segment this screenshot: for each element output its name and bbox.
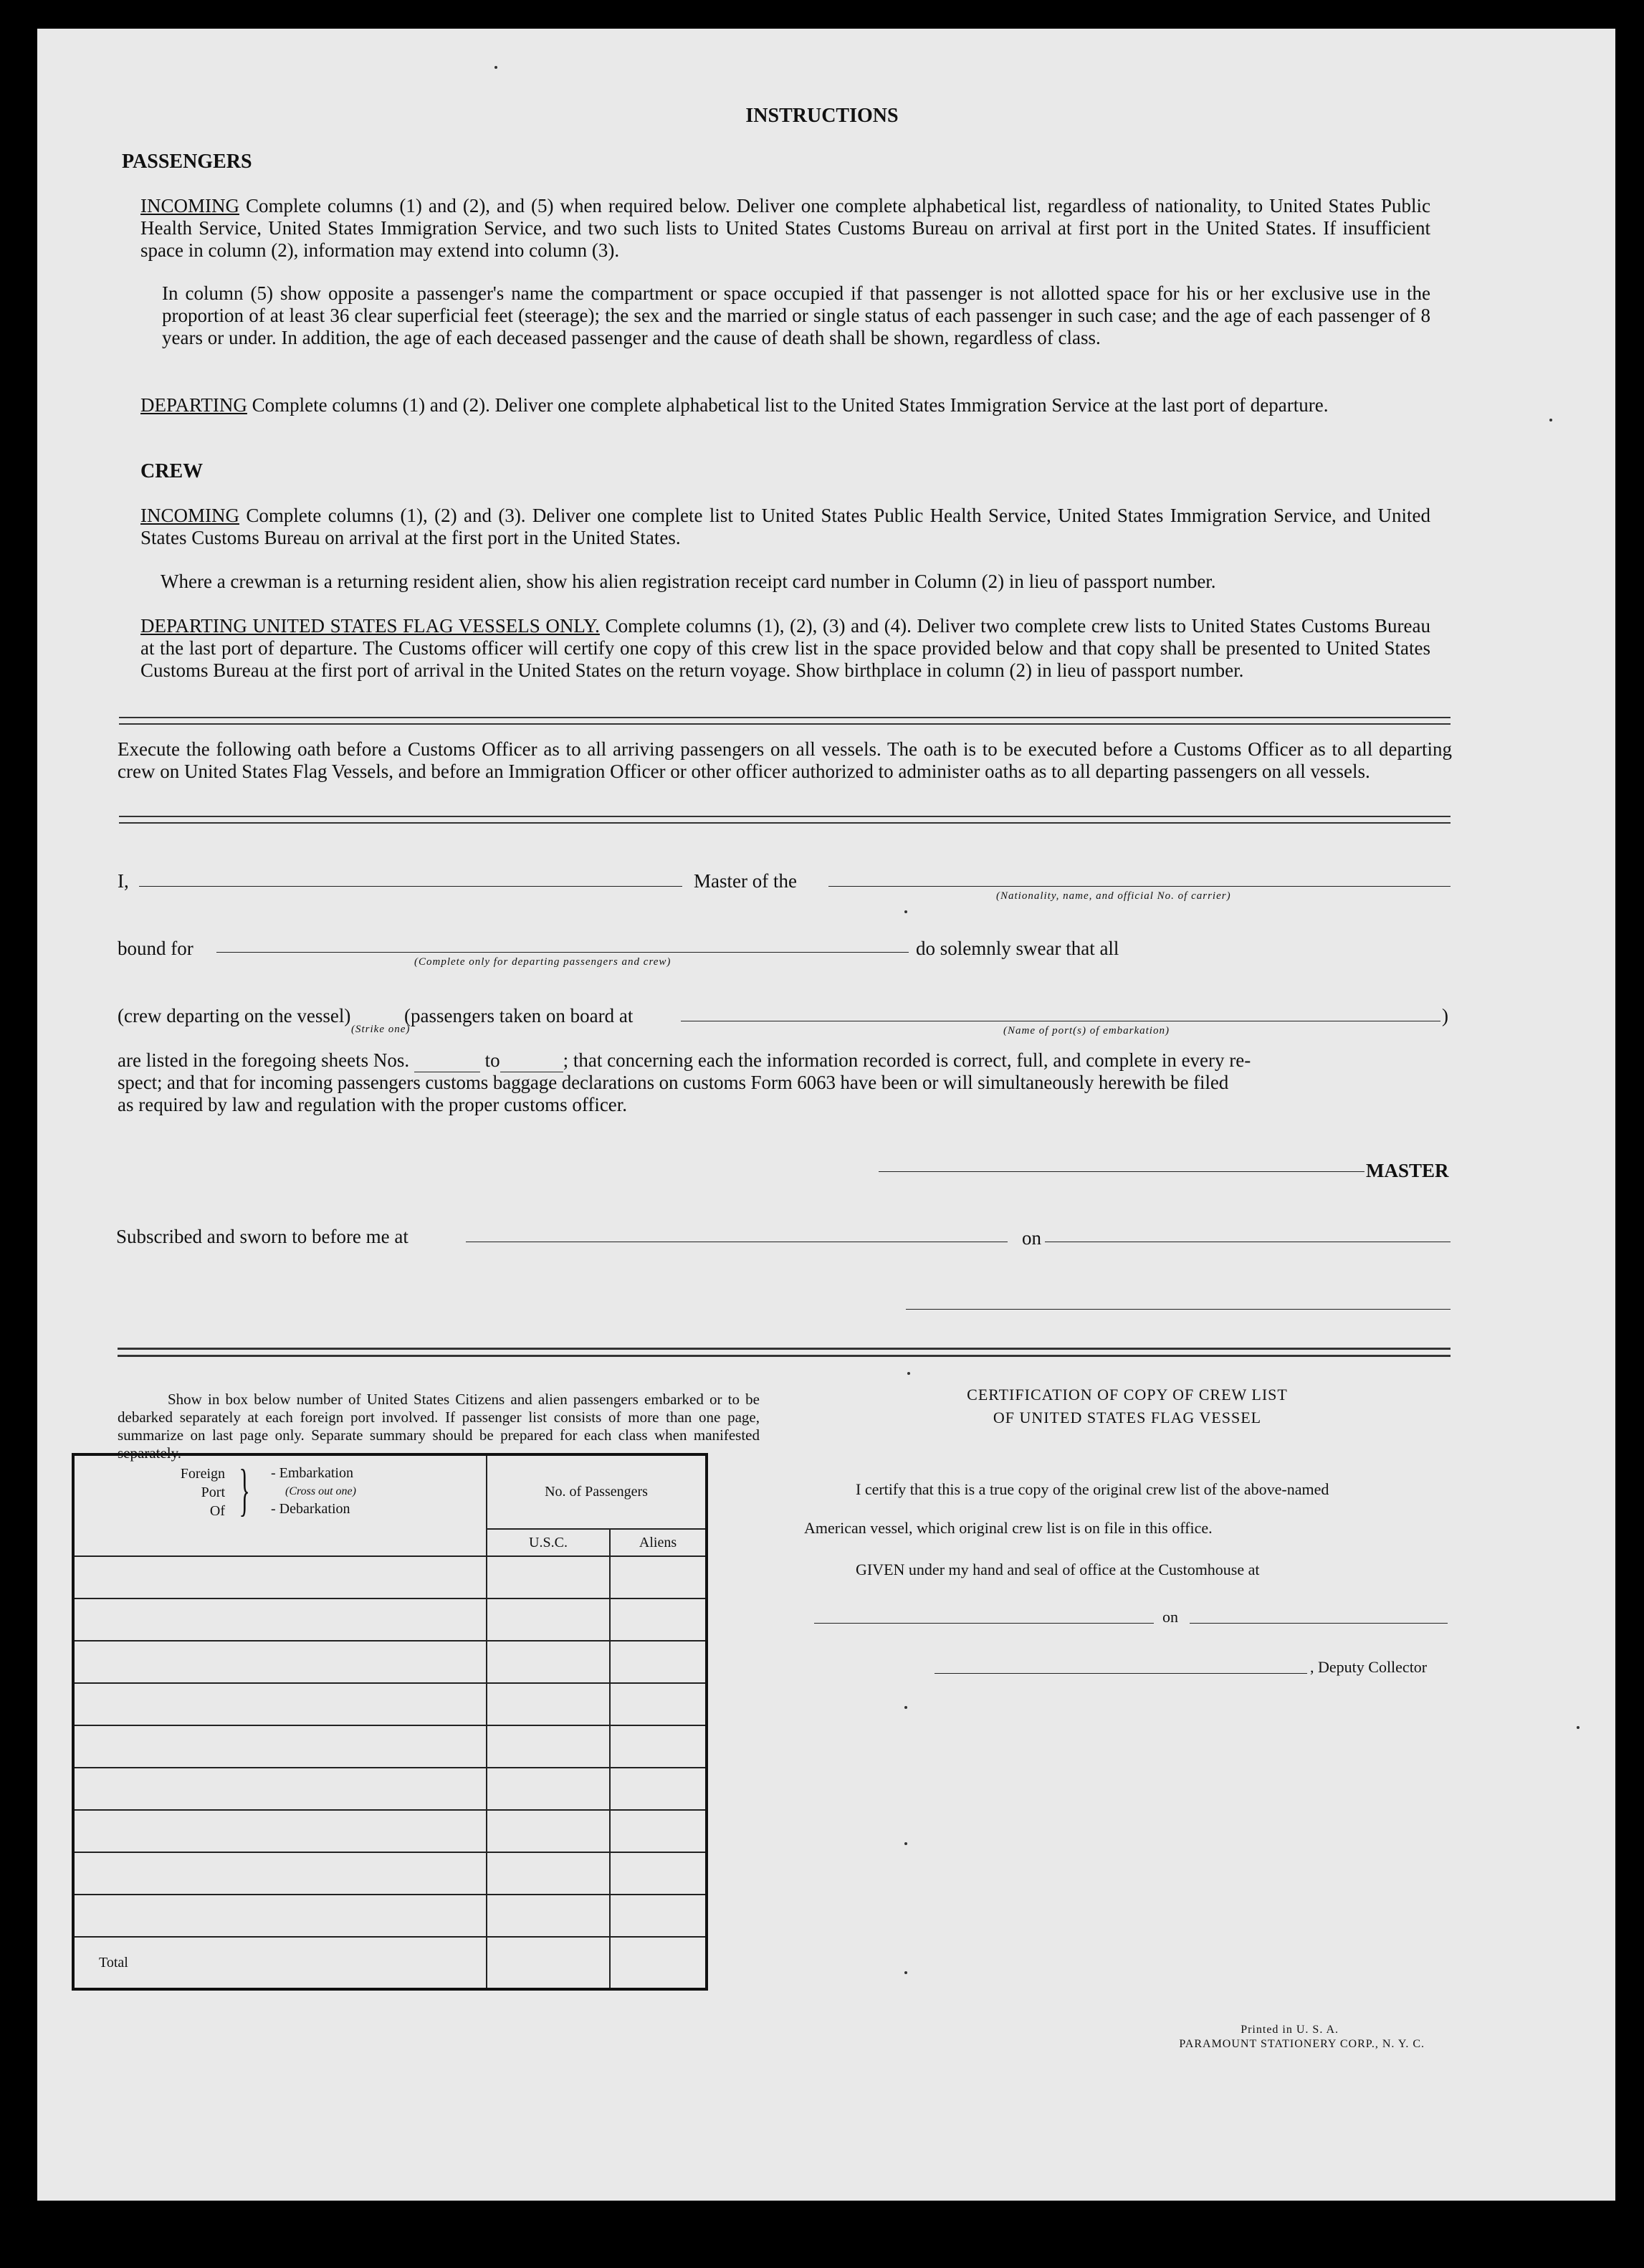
total-aliens-cell[interactable] [610,1937,707,1989]
aliens-cell[interactable] [610,1598,707,1641]
bound-for-label: bound for [118,938,193,959]
brace-icon: } [239,1459,250,1522]
aliens-cell[interactable] [610,1641,707,1683]
crew-departing-paragraph [140,615,1430,682]
crew-departing-option: (crew departing on the vessel) [118,1005,351,1026]
aliens-cell[interactable] [610,1725,707,1768]
close-paren: ) [1442,1005,1448,1026]
crew-heading: CREW [140,460,204,482]
section-divider [119,816,1451,824]
port-cell[interactable] [73,1810,487,1852]
subscribed-label: Subscribed and sworn to before me at [116,1226,408,1247]
scan-speck [904,1971,907,1974]
deputy-collector-signature-field[interactable] [935,1673,1307,1674]
scan-speck [1577,1726,1580,1729]
aliens-cell[interactable] [610,1556,707,1598]
table-row [73,1725,707,1768]
usc-header: U.S.C. [487,1529,610,1556]
bound-for-caption: (Complete only for departing passengers and crew) [414,956,672,968]
usc-cell[interactable] [487,1895,610,1937]
of-label: Of [209,1503,225,1519]
port-cell[interactable] [73,1683,487,1725]
usc-cell[interactable] [487,1768,610,1810]
crew-incoming-label: INCOMING [140,505,239,526]
subscribed-on-label: on [1022,1227,1041,1249]
certification-title-line-1: CERTIFICATION OF COPY OF CREW LIST [967,1386,1288,1404]
scan-speck [907,1372,910,1375]
port-cell[interactable] [73,1768,487,1810]
summary-instructions: Show in box below number of United States Citizens and alien passengers embarked or to be debarked separately at each foreign port involved. If passenger list consists of more than one page, summarize on last page only. Separate summary should be prepared for each class when manifested separately. [118,1391,760,1462]
usc-cell[interactable] [487,1556,610,1598]
aliens-cell[interactable] [610,1683,707,1725]
passengers-column5-paragraph: In column (5) show opposite a passenger's name the compartment or space occupied if that passenger is not allotted space for his or her exclusive use in the proportion of at least 36 clear superficial feet (steerage); the sex and the married or single status of each passenger in such case; and the age of each passenger of 8 years or under. In addition, the age of each deceased passenger and the cause of death shall be shown, regardless of class. [162,282,1430,348]
given-text: GIVEN under my hand and seal of office at the Customhouse at [856,1561,1260,1578]
port-label: Port [201,1485,225,1500]
port-cell[interactable] [73,1556,487,1598]
passengers-incoming-paragraph [140,195,1430,262]
table-row [73,1556,707,1598]
crew-resident-paragraph: Where a crewman is a returning resident alien, show his alien registration receipt card number in Column (2) in lieu of passport number. [161,571,1216,592]
foreign-label: Foreign [180,1466,225,1482]
printer-imprint [1118,2023,1425,2052]
master-name-field[interactable] [139,886,682,887]
scan-speck [494,66,497,69]
aliens-cell[interactable] [610,1895,707,1937]
certification-on-label: on [1162,1608,1178,1626]
passengers-incoming-label: INCOMING [140,195,239,216]
crew-incoming-paragraph [140,505,1430,549]
carrier-field[interactable] [828,886,1451,887]
certify-text: I certify that this is a true copy of the original crew list of the above-named [856,1480,1329,1498]
passengers-departing-paragraph [140,394,1430,416]
crew-incoming-text: Complete columns (1), (2) and (3). Deliver one complete list to United States Public Health Service, United States Immigration Service, and United States Customs Bureau on arrival at the first port in the United States. [140,505,1430,548]
master-label: MASTER [1366,1160,1449,1181]
table-row [73,1810,707,1852]
port-header-cell [73,1454,487,1556]
debarkation-option[interactable]: - Debarkation [271,1501,350,1517]
scan-speck [904,1842,907,1845]
deputy-collector-label: , Deputy Collector [1310,1658,1428,1676]
port-cell[interactable] [73,1725,487,1768]
solemnly-swear-text: do solemnly swear that all [916,938,1119,959]
port-caption: (Name of port(s) of embarkation) [1003,1025,1170,1037]
total-row [73,1937,707,1989]
table-row [73,1768,707,1810]
aliens-cell[interactable] [610,1852,707,1895]
listed-to: to [484,1049,500,1071]
foreign-port-of-labels [146,1464,225,1520]
sheet-from-field[interactable] [414,1049,480,1072]
crew-departing-text: Complete columns (1), (2), (3) and (4). Deliver two complete crew lists to United States Customs Bureau at the last port of departure. The Customs officer will certify one copy of this crew list in the space provided below and that copy shall be presented to United States Customs Bureau at the first port of arrival in the United States on the return voyage. Show birthplace in column (2) in lieu of passport number. [140,615,1431,681]
american-vessel-text: American vessel, which original crew list is on file in this office. [804,1519,1213,1537]
passenger-summary-table [72,1453,708,1991]
table-row [73,1683,707,1725]
usc-cell[interactable] [487,1641,610,1683]
passengers-incoming-text: Complete columns (1) and (2), and (5) when required below. Deliver one complete alphabetical list, regardless of nationality, to United States Public Health Service, United States Immigration Service, and two such lists to United States Customs Bureau on arrival at first port in the United States. If insufficient space in column (2), information may extend into column (3). [140,195,1431,261]
table-row [73,1895,707,1937]
embarkation-labels [271,1464,356,1518]
total-label: Total [73,1937,487,1989]
oath-intro-paragraph: Execute the following oath before a Customs Officer as to all arriving passengers on all vessels. The oath is to be executed before a Customs Officer as to all departing crew on United States Flag Vessels, and before an Immigration Officer or other officer authorized to administer oaths as to all departing passengers on all vessels. [118,738,1452,782]
passengers-heading: PASSENGERS [122,151,252,173]
printer-line-2: PARAMOUNT STATIONERY CORP., N. Y. C. [1179,2038,1425,2050]
oath-i-label: I, [118,870,129,892]
carrier-caption: (Nationality, name, and official No. of carrier) [996,890,1231,902]
master-of-the-label: Master of the [694,870,797,892]
certification-date-field[interactable] [1190,1623,1448,1624]
usc-cell[interactable] [487,1852,610,1895]
certification-title [810,1383,1445,1429]
instructions-title: INSTRUCTIONS [745,105,899,127]
port-cell[interactable] [73,1641,487,1683]
passengers-departing-text: Complete columns (1) and (2). Deliver one complete alphabetical list to the United States Immigration Service at the last port of departure. [252,394,1329,416]
passengers-departing-label: DEPARTING [140,394,247,416]
port-cell[interactable] [73,1895,487,1937]
aliens-header: Aliens [610,1529,707,1556]
strike-one-caption: (Strike one) [351,1024,411,1035]
table-row [73,1852,707,1895]
usc-cell[interactable] [487,1683,610,1725]
customhouse-field[interactable] [814,1623,1154,1624]
crew-departing-label: DEPARTING UNITED STATES FLAG VESSELS ONLY. [140,615,600,637]
listed-line-2: spect; and that for incoming passengers customs baggage declarations on customs Form 6063 have been or will simultaneously herewith be filed [118,1072,1229,1093]
total-usc-cell[interactable] [487,1937,610,1989]
scan-speck [904,1706,907,1709]
listed-line-1 [118,1049,1251,1072]
section-divider [119,717,1451,725]
usc-cell[interactable] [487,1598,610,1641]
no-of-passengers-header: No. of Passengers [487,1454,707,1529]
listed-text-b: ; that concerning each the information recorded is correct, full, and complete in every re- [563,1049,1251,1071]
listed-text-a: are listed in the foregoing sheets Nos. [118,1049,410,1071]
sheet-to-field[interactable] [500,1049,563,1072]
table-row [73,1598,707,1641]
usc-cell[interactable] [487,1810,610,1852]
scan-speck [1549,419,1552,421]
printer-line-1: Printed in U. S. A. [1241,2024,1339,2036]
scan-speck [904,910,907,913]
port-cell[interactable] [73,1598,487,1641]
officer-signature-field[interactable] [906,1309,1451,1310]
port-cell[interactable] [73,1852,487,1895]
aliens-cell[interactable] [610,1810,707,1852]
passengers-taken-option: (passengers taken on board at [404,1005,634,1026]
aliens-cell[interactable] [610,1768,707,1810]
master-signature-field[interactable] [879,1171,1365,1172]
certification-title-line-2: OF UNITED STATES FLAG VESSEL [993,1409,1262,1426]
usc-cell[interactable] [487,1725,610,1768]
embarkation-option[interactable]: - Embarkation [271,1465,353,1481]
cross-out-note: (Cross out one) [285,1485,356,1497]
table-row [73,1641,707,1683]
section-divider [118,1348,1451,1357]
bound-for-field[interactable] [216,952,909,953]
listed-line-3: as required by law and regulation with the proper customs officer. [118,1094,628,1115]
